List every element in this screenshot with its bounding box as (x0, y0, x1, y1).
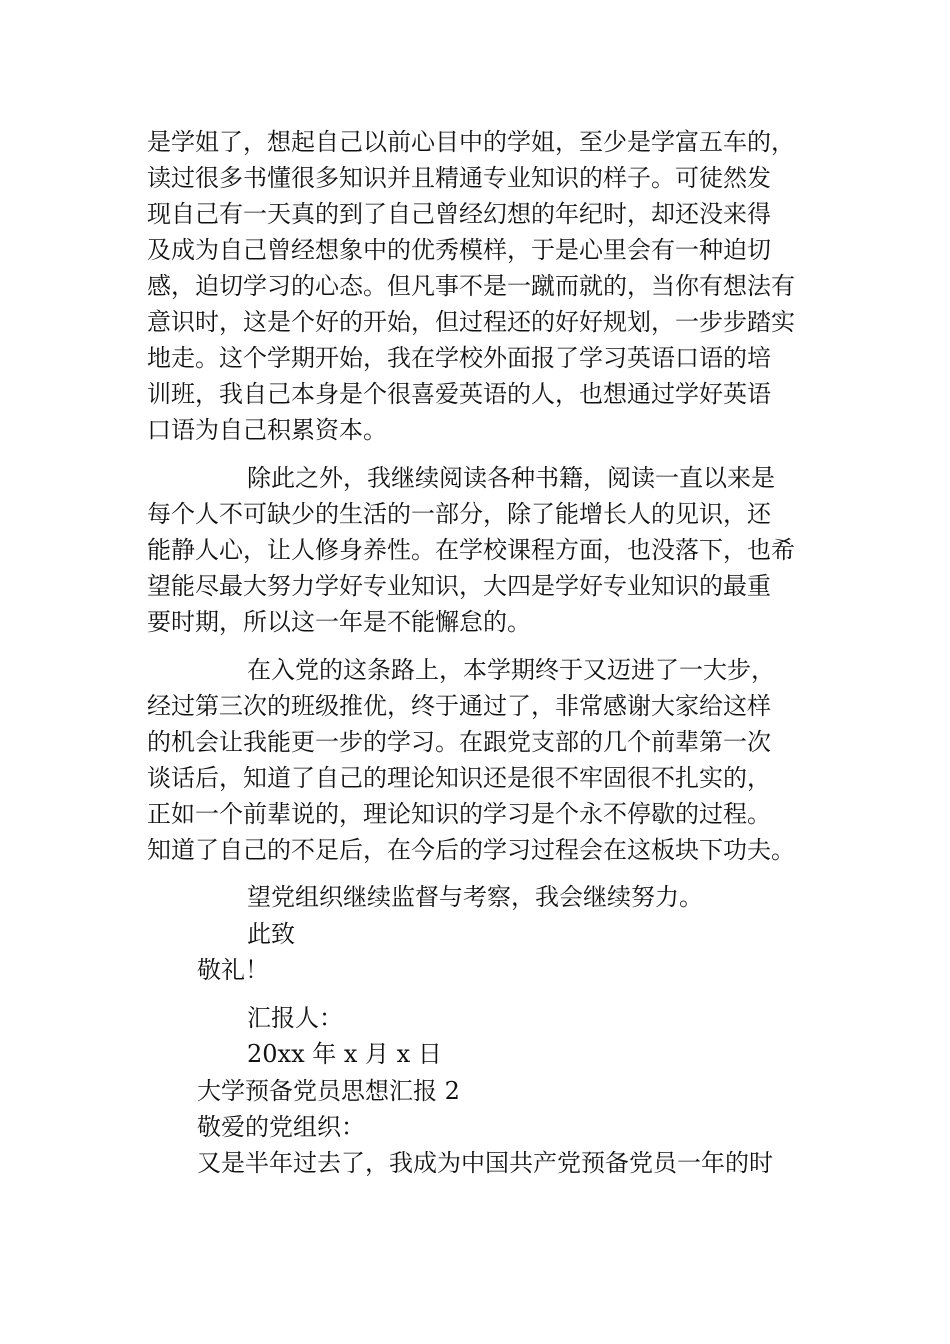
body-text-line: 经过第三次的班级推优，终于通过了，非常感谢大家给这样 (147, 692, 771, 720)
body-text-line: 口语为自己积累资本。 (147, 416, 387, 444)
body-text-line: 正如一个前辈说的，理论知识的学习是个永不停歇的过程。 (147, 800, 771, 828)
body-text-line: 每个人不可缺少的生活的一部分，除了能增长人的见识，还 (147, 500, 771, 528)
salutation-jingli: 敬礼！ (197, 956, 269, 984)
section-title: 大学预备党员思想汇报 2 (197, 1077, 460, 1105)
body-text-line: 在入党的这条路上，本学期终于又迈进了一大步， (247, 656, 775, 684)
body-text-line: 读过很多书懂很多知识并且精通专业知识的样子。可徒然发 (147, 164, 771, 192)
salutation-cizhi: 此致 (247, 920, 295, 948)
body-text-line: 知道了自己的不足后，在今后的学习过程会在这板块下功夫。 (147, 836, 795, 864)
closing-line: 望党组织继续监督与考察，我会继续努力。 (247, 883, 703, 911)
body-text-line: 感，迫切学习的心态。但凡事不是一蹴而就的，当你有想法有 (147, 272, 795, 300)
body-text-line: 又是半年过去了，我成为中国共产党预备党员一年的时 (197, 1149, 773, 1177)
body-text-line: 要时期，所以这一年是不能懈怠的。 (147, 608, 531, 636)
reporter-label: 汇报人： (247, 1004, 343, 1032)
body-text-line: 及成为自己曾经想象中的优秀模样，于是心里会有一种迫切 (147, 236, 771, 264)
body-text-line: 能静人心，让人修身养性。在学校课程方面，也没落下，也希 (147, 536, 795, 564)
body-text-line: 望能尽最大努力学好专业知识，大四是学好专业知识的最重 (147, 572, 771, 600)
greeting: 敬爱的党组织： (197, 1113, 365, 1141)
body-text-line: 谈话后，知道了自己的理论知识还是很不牢固很不扎实的， (147, 764, 771, 792)
body-text-line: 是学姐了，想起自己以前心目中的学姐，至少是学富五车的， (147, 128, 795, 156)
body-text-line: 地走。这个学期开始，我在学校外面报了学习英语口语的培 (147, 344, 771, 372)
body-text-line: 现自己有一天真的到了自己曾经幻想的年纪时，却还没来得 (147, 200, 771, 228)
body-text-line: 除此之外，我继续阅读各种书籍，阅读一直以来是 (247, 464, 775, 492)
body-text-line: 的机会让我能更一步的学习。在跟党支部的几个前辈第一次 (147, 728, 771, 756)
body-text-line: 意识时，这是个好的开始，但过程还的好好规划，一步步踏实 (147, 308, 795, 336)
report-date: 20xx 年 x 月 x 日 (247, 1040, 442, 1068)
body-text-line: 训班，我自己本身是个很喜爱英语的人，也想通过学好英语 (147, 380, 771, 408)
